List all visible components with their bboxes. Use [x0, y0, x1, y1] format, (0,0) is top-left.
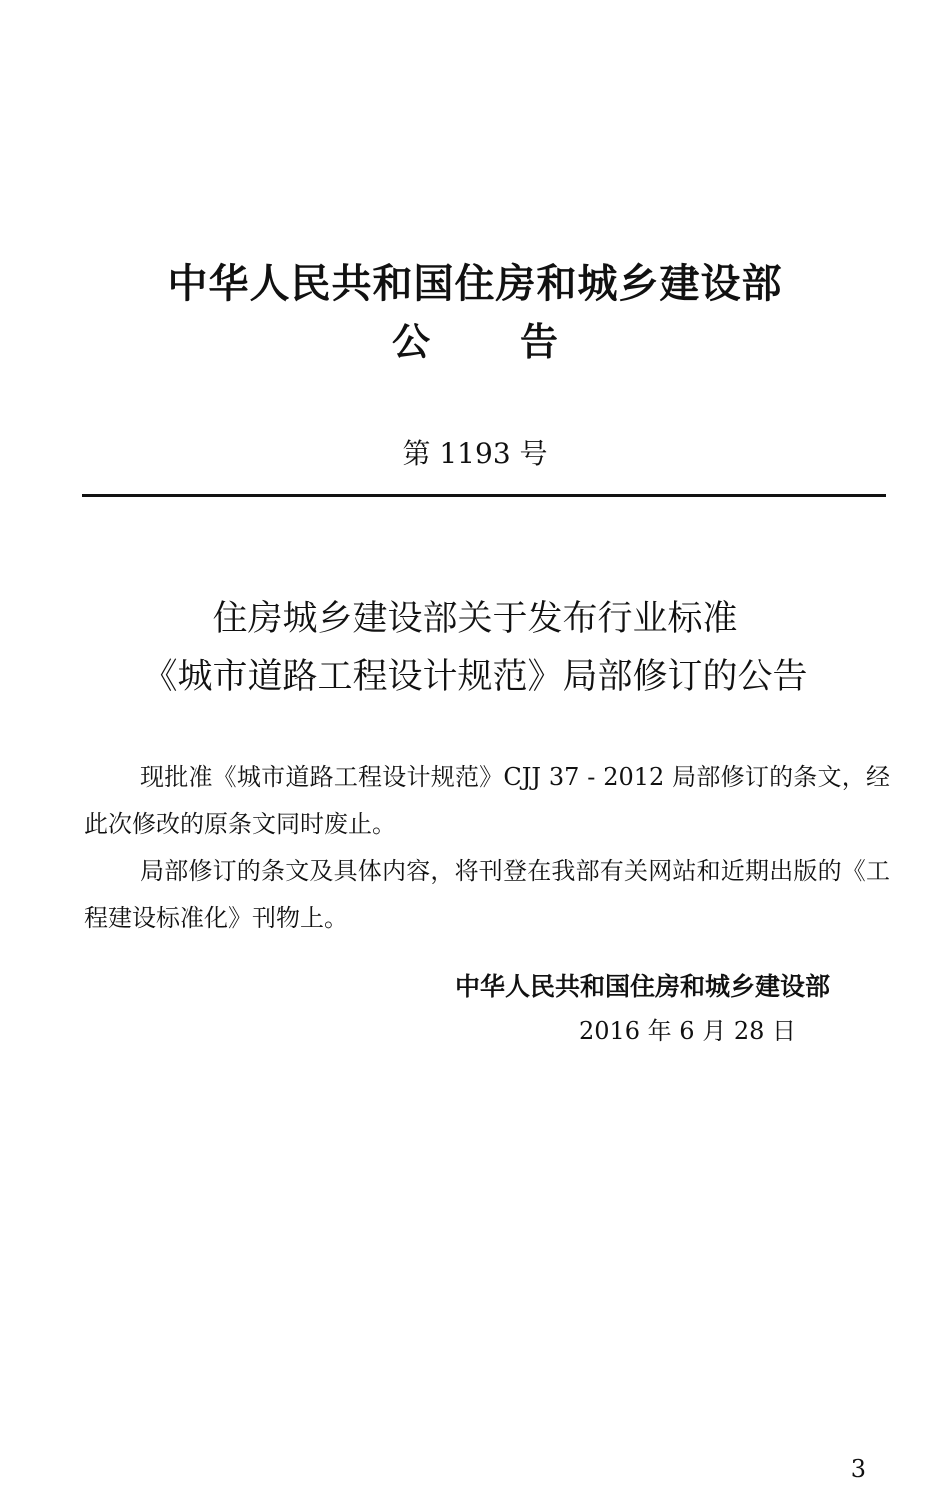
body-paragraph-2: 局部修订的条文及具体内容，将刊登在我部有关网站和近期出版的《工程建设标准化》刊物上。 [84, 857, 890, 932]
notice-number: 第 1193 号 [402, 437, 548, 470]
subject-line-1: 住房城乡建设部关于发布行业标准 [212, 599, 738, 639]
notice-body [84, 754, 890, 942]
notice-subject [0, 590, 950, 706]
document-type-heading: 公告 [391, 320, 648, 364]
subject-line-2: 《城市道路工程设计规范》局部修订的公告 [142, 657, 808, 697]
page-number: 3 [850, 1455, 866, 1483]
body-paragraph-1: 现批准《城市道路工程设计规范》CJJ 37 - 2012 局部修订的条文，经此次修改的原条文同时废止。 [84, 763, 890, 838]
issuer-title: 中华人民共和国住房和城乡建设部 [167, 261, 783, 307]
signature-date: 2016 年 6 月 28 日 [578, 1017, 796, 1045]
header-divider [82, 494, 886, 497]
signature-issuer: 中华人民共和国住房和城乡建设部 [454, 972, 830, 1001]
